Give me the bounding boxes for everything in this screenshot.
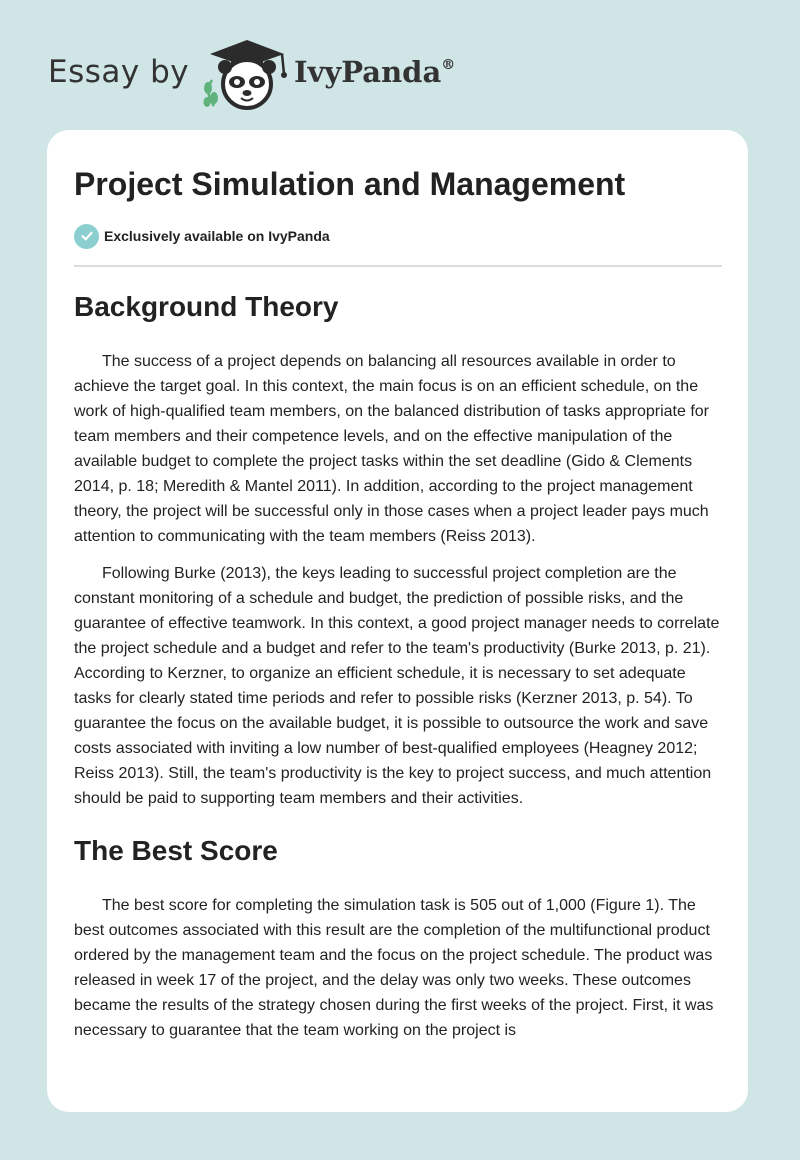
exclusive-badge-label: Exclusively available on IvyPanda: [104, 228, 330, 244]
brand-prefix: Essay by: [48, 54, 190, 90]
panda-logo-graphic: [200, 36, 290, 112]
registered-mark: ®: [441, 57, 456, 73]
section-background-theory: [74, 289, 722, 811]
paragraph: The best score for completing the simulation task is 505 out of 1,000 (Figure 1). The best outcomes associated with this result are the completion of the multifunctional product ordered by the management team and the focus on the project schedule. The product was released in week 17 of the project, and the delay was only two weeks. These outcomes became the results of the strategy chosen during the first weeks of the project. First, it was necessary to guarantee that the team working on the project is: [74, 897, 714, 1039]
paragraph: The success of a project depends on balancing all resources available in order to achieve the target goal. In this context, the main focus is on an efficient schedule, on the work of high-qualified team members, on the balanced distribution of tasks appropriate for team members and their competence levels, and on the effective manipulation of the available budget to complete the project tasks within the set deadline (Gido & Clements 2014, p. 18; Meredith & Mantel 2011). In addition, according to the project management theory, the project will be successful only in those cases when a project leader pays much attention to communicating with the team members (Reiss 2013).: [74, 353, 710, 545]
essay-card: [47, 130, 748, 1112]
check-circle-icon: [74, 224, 99, 249]
section-heading: The Best Score: [74, 835, 278, 866]
title-divider: [74, 265, 722, 267]
section-best-score: [74, 833, 722, 1043]
panda-graduate-icon[interactable]: [200, 36, 290, 117]
brand-name[interactable]: [294, 55, 455, 89]
brand-header: [48, 34, 468, 114]
page-title: Project Simulation and Management: [74, 166, 626, 202]
paragraph: Following Burke (2013), the keys leading to successful project completion are the constant monitoring of a schedule and budget, the prediction of possible risks, and the guarantee of effective teamwork. In this context, a good project manager needs to correlate the project schedule and a budget and refer to the team's productivity (Burke 2013, p. 21). According to Kerzner, to organize an efficient schedule, it is necessary to set adequate tasks for clearly stated time periods and refer to possible risks (Kerzner 2013, p. 54). To guarantee the focus on the available budget, it is possible to outsource the work and save costs associated with inviting a low number of best-qualified employees (Heagney 2012; Reiss 2013). Still, the team's productivity is the key to project success, and much attention should be paid to supporting team members and their activities.: [74, 565, 720, 807]
brand-name-text: IvyPanda: [294, 55, 442, 89]
exclusive-badge: [74, 223, 722, 249]
section-heading: Background Theory: [74, 291, 339, 322]
check-mark-graphic: [80, 229, 94, 243]
